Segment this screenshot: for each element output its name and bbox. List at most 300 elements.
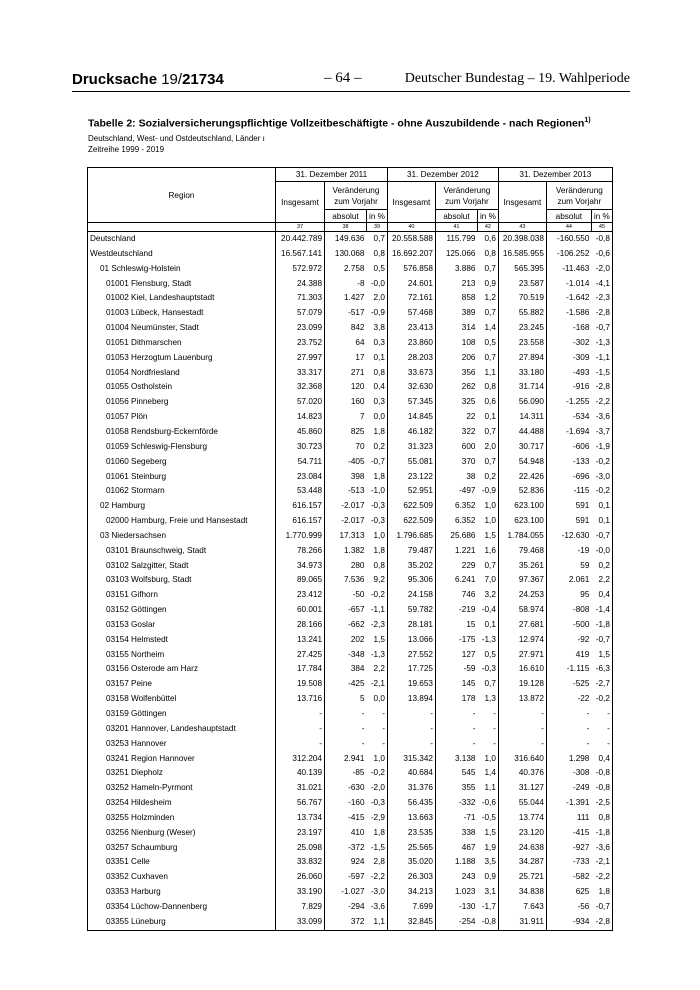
total-cell: 17.725 (387, 662, 435, 677)
region-name: 01056 Pinneberg (88, 395, 276, 410)
total-cell: 27.552 (387, 648, 435, 663)
region-name: 03253 Hannover (88, 737, 276, 752)
change-abs-cell: -219 (435, 603, 477, 618)
change-abs-cell: 545 (435, 766, 477, 781)
change-abs-cell: 625 (546, 885, 591, 900)
table-row (88, 633, 613, 648)
change-abs-cell: 7 (325, 410, 367, 425)
table-row (88, 366, 613, 381)
change-pct-cell: - (591, 737, 612, 752)
change-pct-cell: 1,0 (477, 752, 498, 767)
change-pct-cell: -2,3 (367, 618, 388, 633)
total-cell: 25.721 (498, 870, 546, 885)
change-abs-cell: 38 (435, 470, 477, 485)
total-cell: 16.585.955 (498, 247, 546, 262)
change-pct-cell: 0,6 (477, 395, 498, 410)
total-cell: 23.412 (276, 588, 325, 603)
change-pct-cell: 0,8 (591, 811, 612, 826)
change-abs-cell: -133 (546, 455, 591, 470)
total-cell: 34.213 (387, 885, 435, 900)
change-abs-cell: -916 (546, 380, 591, 395)
total-cell: 23.099 (276, 321, 325, 336)
table-row (88, 499, 613, 514)
region-name: 03351 Celle (88, 855, 276, 870)
change-abs-cell: -11.463 (546, 262, 591, 277)
change-abs-cell: 25.686 (435, 529, 477, 544)
change-abs-cell: -168 (546, 321, 591, 336)
region-name: 03101 Braunschweig, Stadt (88, 544, 276, 559)
change-pct-cell: 0,5 (477, 648, 498, 663)
total-cell: 31.323 (387, 440, 435, 455)
region-name: 03251 Diepholz (88, 766, 276, 781)
change-abs-cell: -405 (325, 455, 367, 470)
total-cell: 54.948 (498, 455, 546, 470)
total-cell: 576.858 (387, 262, 435, 277)
change-pct-cell: 1,2 (477, 291, 498, 306)
change-abs-cell: -249 (546, 781, 591, 796)
total-cell: 23.752 (276, 336, 325, 351)
change-abs-cell: -85 (325, 766, 367, 781)
total-cell: 17.784 (276, 662, 325, 677)
change-pct-cell: -0,6 (591, 247, 612, 262)
change-pct-cell: 3,5 (477, 855, 498, 870)
total-cell: 60.001 (276, 603, 325, 618)
total-cell: - (498, 707, 546, 722)
total-cell: 57.468 (387, 306, 435, 321)
total-cell: 45.860 (276, 425, 325, 440)
change-pct-cell: -1,3 (477, 633, 498, 648)
total-cell: - (276, 722, 325, 737)
change-header: Veränderung zum Vorjahr (435, 182, 498, 210)
absolut-header: absolut (435, 210, 477, 223)
change-pct-cell: 1,6 (477, 544, 498, 559)
region-name: 01055 Ostholstein (88, 380, 276, 395)
change-abs-cell: 1.221 (435, 544, 477, 559)
change-pct-cell: 1,8 (367, 425, 388, 440)
table-row (88, 277, 613, 292)
total-cell: 28.203 (387, 351, 435, 366)
region-name: 03352 Cuxhaven (88, 870, 276, 885)
change-pct-cell: 0,2 (477, 470, 498, 485)
change-abs-cell: 130.068 (325, 247, 367, 262)
change-pct-cell: -2,1 (591, 855, 612, 870)
change-abs-cell: 338 (435, 826, 477, 841)
table-row (88, 692, 613, 707)
region-name: 03158 Wolfenbüttel (88, 692, 276, 707)
change-pct-cell: 0,5 (367, 262, 388, 277)
change-pct-cell: -0,2 (591, 455, 612, 470)
change-abs-cell: 271 (325, 366, 367, 381)
change-abs-cell: 370 (435, 455, 477, 470)
change-abs-cell: 280 (325, 559, 367, 574)
total-cell: 33.832 (276, 855, 325, 870)
table-row (88, 737, 613, 752)
change-abs-cell: 2.758 (325, 262, 367, 277)
total-cell: 23.860 (387, 336, 435, 351)
change-pct-cell: -3,0 (591, 470, 612, 485)
change-abs-cell: - (435, 722, 477, 737)
change-abs-cell: 262 (435, 380, 477, 395)
change-pct-cell: 1,8 (591, 885, 612, 900)
change-pct-cell: 2,0 (477, 440, 498, 455)
change-abs-cell: 3.138 (435, 752, 477, 767)
change-pct-cell: 1,0 (477, 499, 498, 514)
change-pct-cell: 1,3 (477, 692, 498, 707)
change-abs-cell: 372 (325, 915, 367, 930)
change-abs-cell: -733 (546, 855, 591, 870)
total-cell: 55.044 (498, 796, 546, 811)
change-abs-cell: -513 (325, 484, 367, 499)
table-row (88, 662, 613, 677)
change-pct-cell: -0,7 (591, 321, 612, 336)
change-pct-cell: -0,9 (477, 484, 498, 499)
total-cell: 70.519 (498, 291, 546, 306)
total-cell: 13.241 (276, 633, 325, 648)
page-number: – 64 – (324, 70, 362, 86)
change-abs-cell: 419 (546, 648, 591, 663)
change-abs-cell: -175 (435, 633, 477, 648)
change-pct-cell: -0,2 (591, 692, 612, 707)
change-abs-cell: 858 (435, 291, 477, 306)
change-pct-cell: 0,8 (367, 559, 388, 574)
change-abs-cell: -934 (546, 915, 591, 930)
change-abs-cell: -662 (325, 618, 367, 633)
change-pct-cell: -0,6 (477, 796, 498, 811)
region-name: 01001 Flensburg, Stadt (88, 277, 276, 292)
total-cell: 33.317 (276, 366, 325, 381)
change-abs-cell: -59 (435, 662, 477, 677)
change-pct-cell: 0,9 (477, 277, 498, 292)
change-abs-cell: -493 (546, 366, 591, 381)
change-abs-cell: 591 (546, 499, 591, 514)
change-abs-cell: -56 (546, 900, 591, 915)
change-abs-cell: -348 (325, 648, 367, 663)
total-cell: - (387, 707, 435, 722)
total-cell: 52.951 (387, 484, 435, 499)
change-pct-cell: -2,8 (591, 915, 612, 930)
change-abs-cell: -50 (325, 588, 367, 603)
table-row (88, 306, 613, 321)
table-row (88, 455, 613, 470)
total-cell: 24.253 (498, 588, 546, 603)
change-abs-cell: -115 (546, 484, 591, 499)
change-pct-cell: -0,8 (477, 915, 498, 930)
total-cell: 56.435 (387, 796, 435, 811)
change-abs-cell: -425 (325, 677, 367, 692)
region-name: 03103 Wolfsburg, Stadt (88, 573, 276, 588)
change-abs-cell: -160 (325, 796, 367, 811)
change-pct-cell: -0,2 (367, 766, 388, 781)
change-pct-cell: 0,7 (477, 351, 498, 366)
region-name: 03155 Northeim (88, 648, 276, 663)
change-abs-cell: -8 (325, 277, 367, 292)
region-name: 01054 Nordfriesland (88, 366, 276, 381)
region-name: 01 Schleswig-Holstein (88, 262, 276, 277)
change-pct-cell: 3,1 (477, 885, 498, 900)
total-cell: - (387, 737, 435, 752)
change-pct-cell: -2,0 (367, 781, 388, 796)
region-name: 02000 Hamburg, Freie und Hansestadt (88, 514, 276, 529)
change-abs-cell: 6.241 (435, 573, 477, 588)
total-cell: 623.100 (498, 499, 546, 514)
table-row (88, 425, 613, 440)
change-pct-cell: - (591, 707, 612, 722)
date-header: 31. Dezember 2011 (276, 168, 388, 182)
region-name: 03102 Salzgitter, Stadt (88, 559, 276, 574)
region-header: Region (88, 168, 276, 223)
region-name: 03355 Lüneburg (88, 915, 276, 930)
change-abs-cell: 924 (325, 855, 367, 870)
column-number: 43 (498, 223, 546, 232)
change-pct-cell: -1,4 (591, 603, 612, 618)
total-cell: 32.630 (387, 380, 435, 395)
total-cell: 7.829 (276, 900, 325, 915)
change-abs-cell: -1.694 (546, 425, 591, 440)
change-pct-cell: 0,1 (591, 514, 612, 529)
change-abs-cell: - (546, 722, 591, 737)
change-pct-cell: 0,1 (591, 499, 612, 514)
change-pct-cell: -2,2 (367, 870, 388, 885)
change-pct-cell: 3,8 (367, 321, 388, 336)
change-abs-cell: -497 (435, 484, 477, 499)
total-cell: 95.306 (387, 573, 435, 588)
table-row (88, 915, 613, 930)
change-pct-cell: -2,1 (367, 677, 388, 692)
change-pct-cell: -2,2 (591, 395, 612, 410)
total-cell: 89.065 (276, 573, 325, 588)
total-cell: 24.601 (387, 277, 435, 292)
change-pct-cell: 0,8 (477, 247, 498, 262)
total-cell: 27.997 (276, 351, 325, 366)
region-name: Deutschland (88, 232, 276, 247)
total-cell: 13.066 (387, 633, 435, 648)
region-name: 01051 Dithmarschen (88, 336, 276, 351)
change-pct-cell: 1,5 (591, 648, 612, 663)
change-pct-cell: -0,8 (591, 781, 612, 796)
total-cell: 28.166 (276, 618, 325, 633)
region-name: 03159 Göttingen (88, 707, 276, 722)
change-abs-cell: -302 (546, 336, 591, 351)
table-row (88, 885, 613, 900)
column-number: 44 (546, 223, 591, 232)
table-title: Tabelle 2: Sozialversicherungspflichtige Vollzeitbeschäftigte - ohne Auszubildende - nach Regionen$^{1)}$ (88, 117, 591, 130)
total-cell: 13.894 (387, 692, 435, 707)
total-cell: 54.711 (276, 455, 325, 470)
change-pct-cell: 1,5 (477, 826, 498, 841)
change-pct-cell: 1,0 (367, 529, 388, 544)
change-abs-cell: 115.799 (435, 232, 477, 247)
change-abs-cell: -696 (546, 470, 591, 485)
change-abs-cell: -2.017 (325, 514, 367, 529)
change-pct-cell: -0,5 (477, 811, 498, 826)
change-pct-cell: -1,3 (591, 336, 612, 351)
total-cell: 19.508 (276, 677, 325, 692)
change-pct-cell: -2,8 (591, 306, 612, 321)
total-cell: 616.157 (276, 514, 325, 529)
change-pct-cell: 1,8 (367, 470, 388, 485)
change-pct-cell: -1,3 (367, 648, 388, 663)
document-number: Drucksache 19/21734 (72, 71, 224, 88)
change-pct-cell: -4,1 (591, 277, 612, 292)
table-row (88, 336, 613, 351)
change-abs-cell: 355 (435, 781, 477, 796)
change-pct-cell: 0,1 (367, 351, 388, 366)
percent-header: in % (477, 210, 498, 223)
total-cell: 28.181 (387, 618, 435, 633)
table-body (88, 232, 613, 931)
change-abs-cell: 1.023 (435, 885, 477, 900)
region-name: 03354 Lüchow-Dannenberg (88, 900, 276, 915)
region-name: 03157 Peine (88, 677, 276, 692)
change-pct-cell: -1,1 (591, 351, 612, 366)
change-pct-cell: 0,2 (367, 440, 388, 455)
total-cell: 19.653 (387, 677, 435, 692)
column-number: 41 (435, 223, 477, 232)
change-pct-cell: 1,5 (477, 529, 498, 544)
change-abs-cell: -500 (546, 618, 591, 633)
change-pct-cell: -2,9 (367, 811, 388, 826)
change-abs-cell: -12.630 (546, 529, 591, 544)
change-abs-cell: 2.941 (325, 752, 367, 767)
change-abs-cell: 178 (435, 692, 477, 707)
change-abs-cell: -254 (435, 915, 477, 930)
total-cell: 19.128 (498, 677, 546, 692)
column-number: 40 (387, 223, 435, 232)
total-cell: 27.894 (498, 351, 546, 366)
change-abs-cell: 202 (325, 633, 367, 648)
total-cell: 623.100 (498, 514, 546, 529)
change-abs-cell: 6.352 (435, 499, 477, 514)
change-pct-cell: 0,1 (477, 618, 498, 633)
total-cell: 20.558.588 (387, 232, 435, 247)
change-abs-cell: -71 (435, 811, 477, 826)
change-pct-cell: 1,1 (477, 366, 498, 381)
table-row (88, 321, 613, 336)
change-pct-cell: 0,8 (477, 380, 498, 395)
total-cell: 57.345 (387, 395, 435, 410)
total-cell: 13.663 (387, 811, 435, 826)
change-abs-cell: -294 (325, 900, 367, 915)
region-name: 03152 Göttingen (88, 603, 276, 618)
total-cell: 26.060 (276, 870, 325, 885)
change-abs-cell: 410 (325, 826, 367, 841)
total-cell: 30.723 (276, 440, 325, 455)
insgesamt-header: Insgesamt (276, 182, 325, 223)
change-pct-cell: -1,7 (477, 900, 498, 915)
change-abs-cell: -130 (435, 900, 477, 915)
total-cell: 20.442.789 (276, 232, 325, 247)
change-abs-cell: - (435, 737, 477, 752)
change-pct-cell: -2,0 (591, 262, 612, 277)
region-name: 03241 Region Hannover (88, 752, 276, 767)
total-cell: 23.197 (276, 826, 325, 841)
change-abs-cell: -22 (546, 692, 591, 707)
change-pct-cell: 1,1 (367, 915, 388, 930)
total-cell: 312.204 (276, 752, 325, 767)
total-cell: 31.376 (387, 781, 435, 796)
change-pct-cell: -0,7 (591, 633, 612, 648)
region-name: 03151 Gifhorn (88, 588, 276, 603)
change-abs-cell: 111 (546, 811, 591, 826)
change-abs-cell: 1.382 (325, 544, 367, 559)
change-abs-cell: -1.255 (546, 395, 591, 410)
date-header: 31. Dezember 2012 (387, 168, 498, 182)
change-pct-cell: 0,3 (367, 336, 388, 351)
total-cell: 59.782 (387, 603, 435, 618)
total-cell: 72.161 (387, 291, 435, 306)
table-row (88, 766, 613, 781)
change-abs-cell: 17.313 (325, 529, 367, 544)
total-cell: 23.120 (498, 826, 546, 841)
table-row (88, 811, 613, 826)
change-pct-cell: 3,2 (477, 588, 498, 603)
table-row (88, 559, 613, 574)
change-pct-cell: -3,6 (367, 900, 388, 915)
column-number (88, 223, 276, 232)
table-row (88, 291, 613, 306)
change-abs-cell: 95 (546, 588, 591, 603)
region-name: 03252 Hameln-Pyrmont (88, 781, 276, 796)
region-name: 01062 Stormarn (88, 484, 276, 499)
table-row (88, 722, 613, 737)
table-row (88, 351, 613, 366)
total-cell: 33.180 (498, 366, 546, 381)
change-pct-cell: - (477, 707, 498, 722)
total-cell: 40.376 (498, 766, 546, 781)
total-cell: 31.021 (276, 781, 325, 796)
change-abs-cell: 6.352 (435, 514, 477, 529)
total-cell: 34.973 (276, 559, 325, 574)
change-pct-cell: 0,7 (477, 425, 498, 440)
change-pct-cell: -1,0 (367, 484, 388, 499)
table-time-range: Zeitreihe 1999 - 2019 (88, 145, 165, 154)
total-cell: 33.099 (276, 915, 325, 930)
table-row (88, 484, 613, 499)
total-cell: 572.972 (276, 262, 325, 277)
change-abs-cell: 842 (325, 321, 367, 336)
page-header (72, 69, 630, 92)
change-abs-cell: -525 (546, 677, 591, 692)
change-pct-cell: 1,5 (367, 633, 388, 648)
change-pct-cell: 1,1 (477, 781, 498, 796)
region-name: 03154 Helmstedt (88, 633, 276, 648)
change-pct-cell: 0,4 (591, 588, 612, 603)
percent-header: in % (591, 210, 612, 223)
change-pct-cell: -0,2 (367, 588, 388, 603)
total-cell: 7.643 (498, 900, 546, 915)
change-pct-cell: - (367, 707, 388, 722)
change-pct-cell: 9,2 (367, 573, 388, 588)
total-cell: 55.081 (387, 455, 435, 470)
total-cell: 78.266 (276, 544, 325, 559)
total-cell: 1.796.685 (387, 529, 435, 544)
absolut-header: absolut (325, 210, 367, 223)
table-row (88, 588, 613, 603)
change-abs-cell: 15 (435, 618, 477, 633)
change-pct-cell: - (477, 737, 498, 752)
change-abs-cell: -19 (546, 544, 591, 559)
change-pct-cell: 1,9 (477, 841, 498, 856)
change-pct-cell: - (367, 737, 388, 752)
change-abs-cell: - (325, 722, 367, 737)
total-cell: 57.079 (276, 306, 325, 321)
change-pct-cell: -2,5 (591, 796, 612, 811)
change-abs-cell: 1.427 (325, 291, 367, 306)
region-name: 01061 Steinburg (88, 470, 276, 485)
change-abs-cell: 243 (435, 870, 477, 885)
table-row (88, 855, 613, 870)
table-row (88, 232, 613, 247)
